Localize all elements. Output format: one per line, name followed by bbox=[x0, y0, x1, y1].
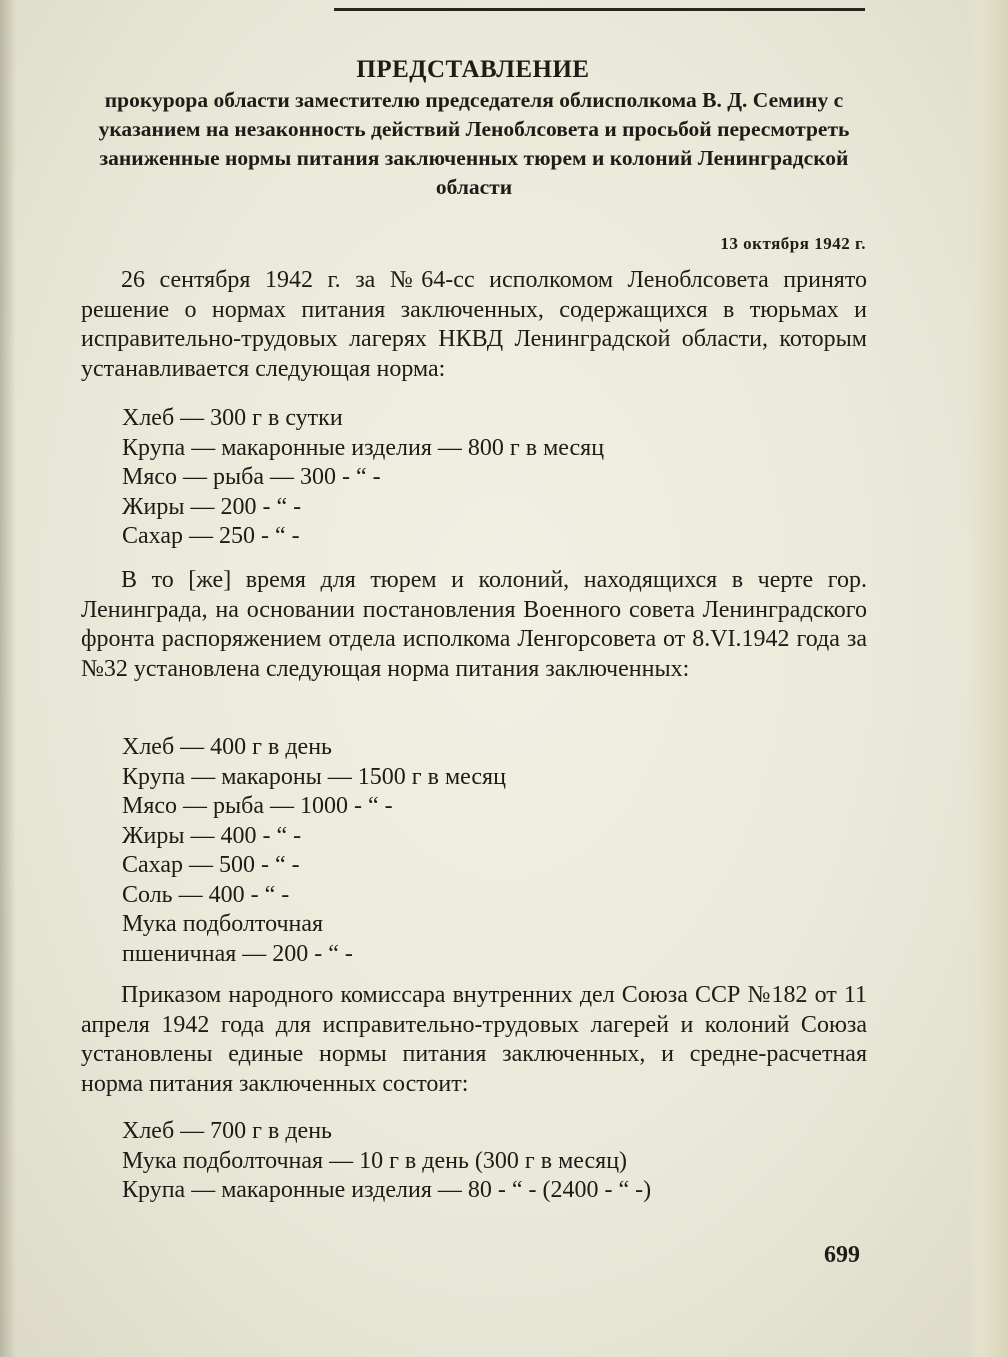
document-subtitle: прокурора области заместителю председателя облисполкома В. Д. Семину с указанием на незаконность действий Леноблсовета и просьбой пересмотреть заниженные нормы питания заключенных тюрем и колоний Ленинградской области bbox=[98, 88, 850, 199]
paragraph-1: 26 сентября 1942 г. за №64-сс исполкомом Леноблсовета принято решение о нормах питания заключенных, содержащихся в тюрьмах и исправительно-трудовых лагерях НКВД Ленинградской области, которым устанавливается следующая норма: bbox=[81, 267, 867, 382]
document-date: 13 октября 1942 г. bbox=[720, 234, 866, 253]
list-item: Крупа — макаронные изделия — 80 - “ - (2400 - “ -) bbox=[122, 1177, 652, 1203]
paragraph-3: Приказом народного комиссара внутренних дел Союза ССР №182 от 11 апреля 1942 года для исправительно-трудовых лагерей и колоний Союза установлены единые нормы питания заключенных, и средне-расчетная норма питания заключенных состоит: bbox=[81, 982, 867, 1097]
list-item: пшеничная — 200 - “ - bbox=[122, 940, 353, 967]
list-item: Сахар — 250 - “ - bbox=[122, 523, 300, 549]
page-edge-strip bbox=[966, 0, 1008, 1357]
list-item: Мясо — рыба — 1000 - “ - bbox=[122, 793, 393, 819]
list-item: Жиры — 200 - “ - bbox=[122, 493, 302, 520]
top-rule bbox=[334, 8, 865, 11]
list-item: Мясо — рыба — 300 - “ - bbox=[122, 464, 381, 490]
list-item: Мука подболточная — 10 г в день (300 г в месяц) bbox=[122, 1147, 628, 1174]
list-item: Крупа — макаронные изделия — 800 г в месяц bbox=[122, 434, 605, 461]
list-item: Жиры — 400 - “ - bbox=[122, 822, 302, 849]
list-item: Хлеб — 700 г в день bbox=[122, 1118, 332, 1144]
list-item: Соль — 400 - “ - bbox=[122, 881, 290, 908]
list-item: Мука подболточная bbox=[122, 911, 324, 937]
list-item: Сахар — 500 - “ - bbox=[122, 852, 300, 878]
ration-list-ussr-camps bbox=[122, 1117, 651, 1206]
ration-list-leningrad-oblast bbox=[122, 404, 604, 552]
ration-list-leningrad-city bbox=[122, 733, 506, 969]
list-item: Крупа — макароны — 1500 г в месяц bbox=[122, 763, 506, 790]
page-number: 699 bbox=[824, 1242, 860, 1268]
list-item: Хлеб — 400 г в день bbox=[122, 734, 332, 760]
list-item: Хлеб — 300 г в сутки bbox=[122, 405, 343, 431]
page-gutter-shadow bbox=[0, 0, 16, 1357]
document-title: ПРЕДСТАВЛЕНИЕ bbox=[356, 56, 590, 83]
paragraph-2: В то [же] время для тюрем и колоний, находящихся в черте гор. Ленинграда, на основании постановления Военного совета Ленинградского фронта распоряжением отдела исполкома Ленгорсовета от 8.VI.1942 года за №32 установлена следующая норма питания заключенных: bbox=[81, 567, 867, 682]
